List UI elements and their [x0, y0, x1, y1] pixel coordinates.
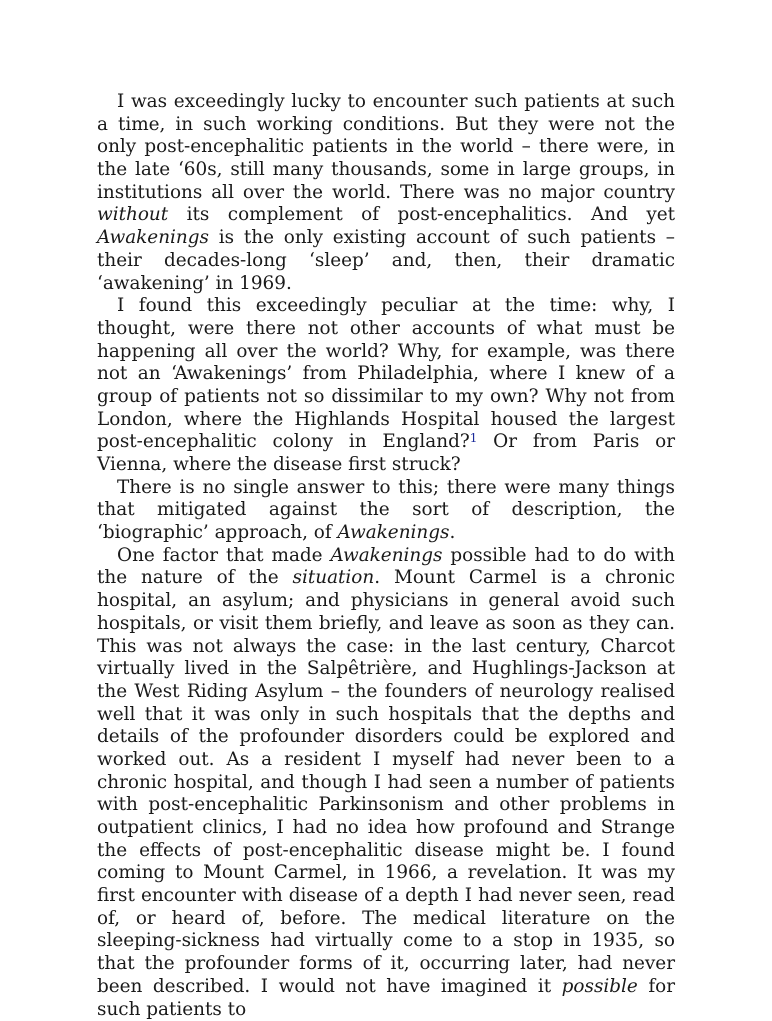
paragraph-1-run-1: I was exceedingly lucky to encounter such patients at such a time, in such working conditions. But they were not the only post-encephalitic patients in the world – there were, in the late ‘60s, still many thousands, some in large groups, in institutions all over the world. There was no major country: [97, 91, 675, 203]
paragraph-3: [97, 477, 675, 545]
paragraph-3-italic-awakenings: Awakenings: [337, 522, 450, 544]
paragraph-4-italic-possible: possible: [561, 975, 638, 997]
paragraph-1-italic-without: without: [97, 204, 169, 226]
paragraph-1-run-5: is the only existing account of such patients – their decades-long ‘sleep’ and, then, their dramatic ‘awakening’ in 1969.: [97, 227, 675, 294]
paragraph-3-run-3: .: [449, 522, 456, 544]
paragraph-4-run-3: possible had to do with the nature of the: [97, 544, 675, 589]
paragraph-2-run-1: I found this exceedingly peculiar at the time: why, I thought, were there not other accounts of what must be happening all over the world? Why, for example, was there not an ‘Awakenings’ from Philadelphia, where I knew of a group of patients not so dissimilar to my own? Why not from London, where the Highlands Hospital housed the largest post-encephalitic colony in England?: [97, 295, 675, 453]
footnote-marker[interactable]: 1: [469, 431, 478, 446]
paragraph-4-italic-awakenings: Awakenings: [330, 544, 443, 566]
paragraph-2: [97, 295, 675, 477]
paragraph-4-italic-situation: situation: [292, 567, 375, 589]
paragraph-1-run-3: its complement of post-encephalitics. And yet: [168, 204, 675, 226]
paragraph-4-run-1: One factor that made: [117, 544, 331, 566]
paragraph-4: [97, 545, 675, 1021]
paragraph-4-run-7: for such patients to: [97, 975, 675, 1020]
paragraph-1-italic-awakenings: Awakenings: [97, 227, 209, 249]
paragraph-2-run-3: Or from Paris or Vienna, where the disease first struck?: [97, 431, 675, 475]
paragraph-3-run-1: There is no single answer to this; there were many things that mitigated against the sort of description, the ‘biographic’ approach, of: [97, 476, 675, 544]
paragraph-4-run-5: . Mount Carmel is a chronic hospital, an asylum; and physicians in general avoid such hospitals, or visit them briefly, and leave as soon as they can. This was not always the case: in the last century, Charcot virtually lived in the Salpêtrière, and Hughlings-Jackson at the West Riding Asylum – the founders of neurology realised well that it was only in such hospitals that the depths and details of the profounder disorders could be explored and worked out. As a resident I myself had never been to a chronic hospital, and though I had seen a number of patients with post-encephalitic Parkinsonism and other problems in outpatient clinics, I had no idea how profound and Strange the effects of post-encephalitic disease might be. I found coming to Mount Carmel, in 1966, a revelation. It was my first encounter with disease of a depth I had never seen, read of, or heard of, before. The medical literature on the sleeping-sickness had virtually come to a stop in 1935, so that the profounder forms of it, occurring later, had never been described. I would not have imagined it: [97, 567, 676, 997]
paragraph-1: [97, 91, 675, 295]
book-page-text: [97, 91, 675, 1021]
